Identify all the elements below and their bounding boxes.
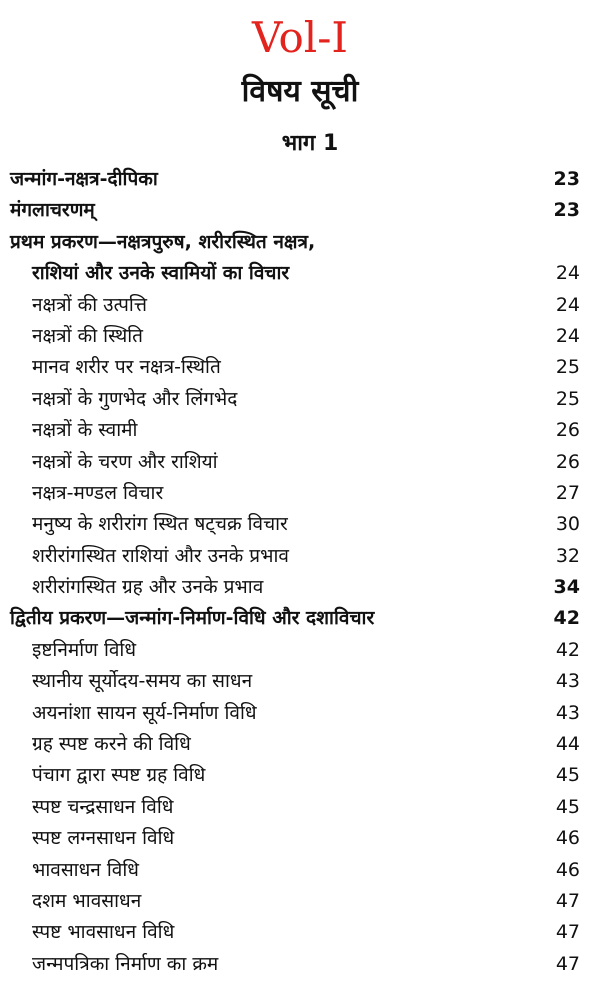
toc-entry-title: नक्षत्रों के स्वामी <box>32 419 138 442</box>
toc-entry-title: नक्षत्रों की स्थिति <box>32 324 143 347</box>
toc-entry-title: राशियां और उनके स्वामियों का विचार <box>32 262 290 285</box>
toc-entry-title: पंचाग द्वारा स्पष्ट ग्रह विधि <box>32 764 206 787</box>
toc-entry <box>0 384 600 415</box>
toc-entry-title: दशम भावसाधन <box>32 889 142 912</box>
toc-entry-page: 24 <box>555 324 580 347</box>
toc-entry <box>0 698 600 729</box>
toc-entry-page: 47 <box>555 921 580 944</box>
toc-entry-title: प्रथम प्रकरण—नक्षत्रपुरुष, शरीरस्थित नक्षत्र, <box>10 230 316 253</box>
toc-entry <box>0 823 600 854</box>
toc-entry-title: नक्षत्रों के गुणभेद और लिंगभेद <box>32 387 238 410</box>
toc-entry-page: 43 <box>555 701 580 724</box>
toc-entry-page: 24 <box>555 262 580 285</box>
toc-entry <box>0 729 600 760</box>
toc-entry <box>0 886 600 917</box>
toc-entry-page: 24 <box>555 293 580 316</box>
toc-entry-title: शरीरांगस्थित ग्रह और उनके प्रभाव <box>32 576 264 599</box>
toc-entry-page: 44 <box>555 733 580 756</box>
toc-entry <box>0 321 600 352</box>
toc-entry-title: स्पष्ट लग्नसाधन विधि <box>32 827 175 850</box>
toc-entry-page: 27 <box>555 481 580 504</box>
toc-entry-page: 46 <box>555 827 580 850</box>
toc-entry <box>0 635 600 666</box>
toc-entry <box>0 603 600 634</box>
toc-entry <box>0 855 600 886</box>
toc-entry-page: 47 <box>555 952 580 975</box>
toc-entry-page: 23 <box>553 168 580 190</box>
toc-entry <box>0 447 600 478</box>
toc-entry-title: अयनांशा सायन सूर्य-निर्माण विधि <box>32 701 257 724</box>
table-of-contents <box>0 164 600 980</box>
toc-entry-title: स्थानीय सूर्योदय-समय का साधन <box>32 670 253 693</box>
toc-entry <box>0 541 600 572</box>
toc-entry <box>0 666 600 697</box>
toc-entry-page: 42 <box>553 607 580 630</box>
toc-entry <box>0 572 600 603</box>
toc-entry-page: 47 <box>555 889 580 912</box>
toc-entry-title: द्वितीय प्रकरण—जन्मांग-निर्माण-विधि और दशाविचार <box>10 607 375 630</box>
toc-entry-page: 23 <box>553 199 580 222</box>
toc-entry <box>0 258 600 289</box>
toc-entry-title: नक्षत्रों के चरण और राशियां <box>32 450 218 473</box>
toc-entry <box>0 917 600 948</box>
toc-entry-title: मंगलाचरणम् <box>10 199 95 222</box>
toc-entry-page: 34 <box>553 576 580 599</box>
toc-entry-title: मानव शरीर पर नक्षत्र-स्थिति <box>32 356 221 379</box>
toc-entry-page: 26 <box>555 450 580 473</box>
toc-entry-title: शरीरांगस्थित राशियां और उनके प्रभाव <box>32 544 289 567</box>
toc-entry <box>0 509 600 540</box>
toc-entry-title: मनुष्य के शरीरांग स्थित षट्चक्र विचार <box>32 513 288 536</box>
toc-entry-page: 26 <box>555 419 580 442</box>
toc-entry-page: 25 <box>555 356 580 379</box>
toc-entry-page: 30 <box>555 513 580 536</box>
toc-entry-title: जन्मांग-नक्षत्र-दीपिका <box>10 168 158 190</box>
toc-entry <box>0 949 600 980</box>
toc-entry <box>0 415 600 446</box>
toc-entry-title: जन्मपत्रिका निर्माण का क्रम <box>32 952 219 975</box>
toc-entry-page: 25 <box>555 387 580 410</box>
toc-entry-page: 45 <box>555 764 580 787</box>
toc-entry-title: भावसाधन विधि <box>32 858 139 881</box>
volume-heading: Vol-I <box>252 13 348 62</box>
toc-entry-title: स्पष्ट भावसाधन विधि <box>32 921 175 944</box>
toc-entry-title: इष्टनिर्माण विधि <box>32 638 137 661</box>
toc-entry <box>0 164 600 195</box>
toc-entry <box>0 290 600 321</box>
toc-entry-page: 32 <box>555 544 580 567</box>
toc-entry-title: नक्षत्रों की उत्पत्ति <box>32 293 147 316</box>
toc-entry-page: 42 <box>555 638 580 661</box>
toc-entry <box>0 227 600 258</box>
part-heading: भाग 1 <box>281 131 339 156</box>
toc-entry-page: 45 <box>555 795 580 818</box>
toc-entry <box>0 352 600 383</box>
toc-entry <box>0 792 600 823</box>
toc-entry <box>0 760 600 791</box>
toc-entry-title: स्पष्ट चन्द्रसाधन विधि <box>32 795 174 818</box>
toc-entry-page: 46 <box>555 858 580 881</box>
toc-entry-page: 43 <box>555 670 580 693</box>
contents-title: विषय सूची <box>241 74 359 109</box>
toc-entry <box>0 195 600 226</box>
toc-entry-title: ग्रह स्पष्ट करने की विधि <box>32 733 191 756</box>
toc-entry <box>0 478 600 509</box>
toc-entry-title: नक्षत्र-मण्डल विचार <box>32 481 164 504</box>
